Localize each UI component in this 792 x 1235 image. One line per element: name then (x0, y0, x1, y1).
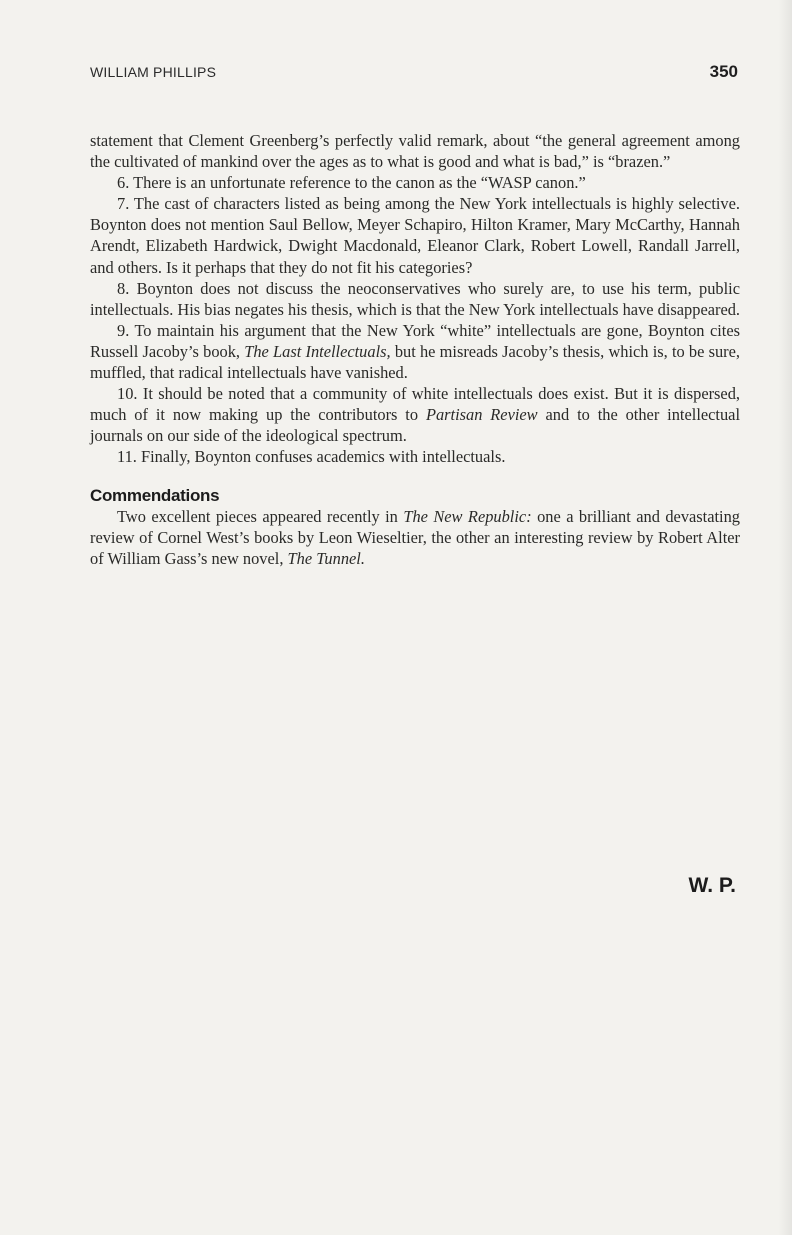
journal-title: Partisan Review (425, 405, 538, 425)
page-number: 350 (709, 62, 738, 81)
book-title: The Last Intellectuals, (244, 341, 391, 361)
paragraph-item-7: 7. The cast of characters listed as being among the New York intellectuals is highly selective. Boynton does not mention Saul Bellow, Meyer Schapiro, Hilton Kramer, Mary McCarthy, Hannah Arendt, Elizabeth Hardwick, Dwight Macdonald, Eleanor Clark, Robert Lowell, Randall Jarrell, and others. Is it perhaps that they do not fit his categories? (90, 194, 740, 277)
paragraph-text: 9. To maintain his argument that the New York “white” intellectuals are gone, Boynton cites Russell Jacoby’s book, (90, 320, 740, 361)
paragraph-text: one a brilliant and devastating review of Cornel West’s books by Leon Wieseltier, the other an interesting review by Robert Alter of William Gass’s new novel, (90, 506, 741, 568)
magazine-title: The New Republic: (403, 506, 532, 526)
paragraph-item-10 (90, 383, 740, 446)
running-head: WILLIAM PHILLIPS (90, 64, 217, 80)
paragraph-text: 10. It should be noted that a community of white intellectuals does exist. But it is dispersed, much of it now making up the contributors to (90, 384, 740, 425)
section-heading: Commendations (90, 485, 220, 505)
article-body (90, 130, 740, 569)
page-header (90, 62, 738, 82)
paragraph-text: and to the other intellectual journals on our side of the ideological spectrum. (90, 405, 740, 446)
paragraph-text: Two excellent pieces appeared recently in (117, 506, 404, 526)
paragraph-item-8: 8. Boynton does not discuss the neoconservatives who surely are, to use his term, public intellectuals. His bias negates his thesis, which is that the New York intellectuals have disappeared. (90, 278, 741, 319)
page-edge-shadow (778, 0, 792, 1235)
author-signature: W. P. (688, 874, 736, 897)
paragraph-item-6: 6. There is an unfortunate reference to the canon as the “WASP canon.” (117, 173, 586, 193)
commendations-paragraph (90, 506, 740, 569)
paragraph-item-9 (90, 320, 740, 383)
paragraph-item-11: 11. Finally, Boynton confuses academics with intellectuals. (117, 447, 506, 467)
paragraph-text: but he misreads Jacoby’s thesis, which is, to be sure, muffled, that radical intellectuals have vanished. (90, 341, 740, 383)
paragraph-continued: statement that Clement Greenberg’s perfectly valid remark, about “the general agreement among the cultivated of mankind over the ages as to what is good and what is bad,” is “brazen.” (90, 131, 740, 172)
novel-title: The Tunnel. (287, 548, 365, 568)
